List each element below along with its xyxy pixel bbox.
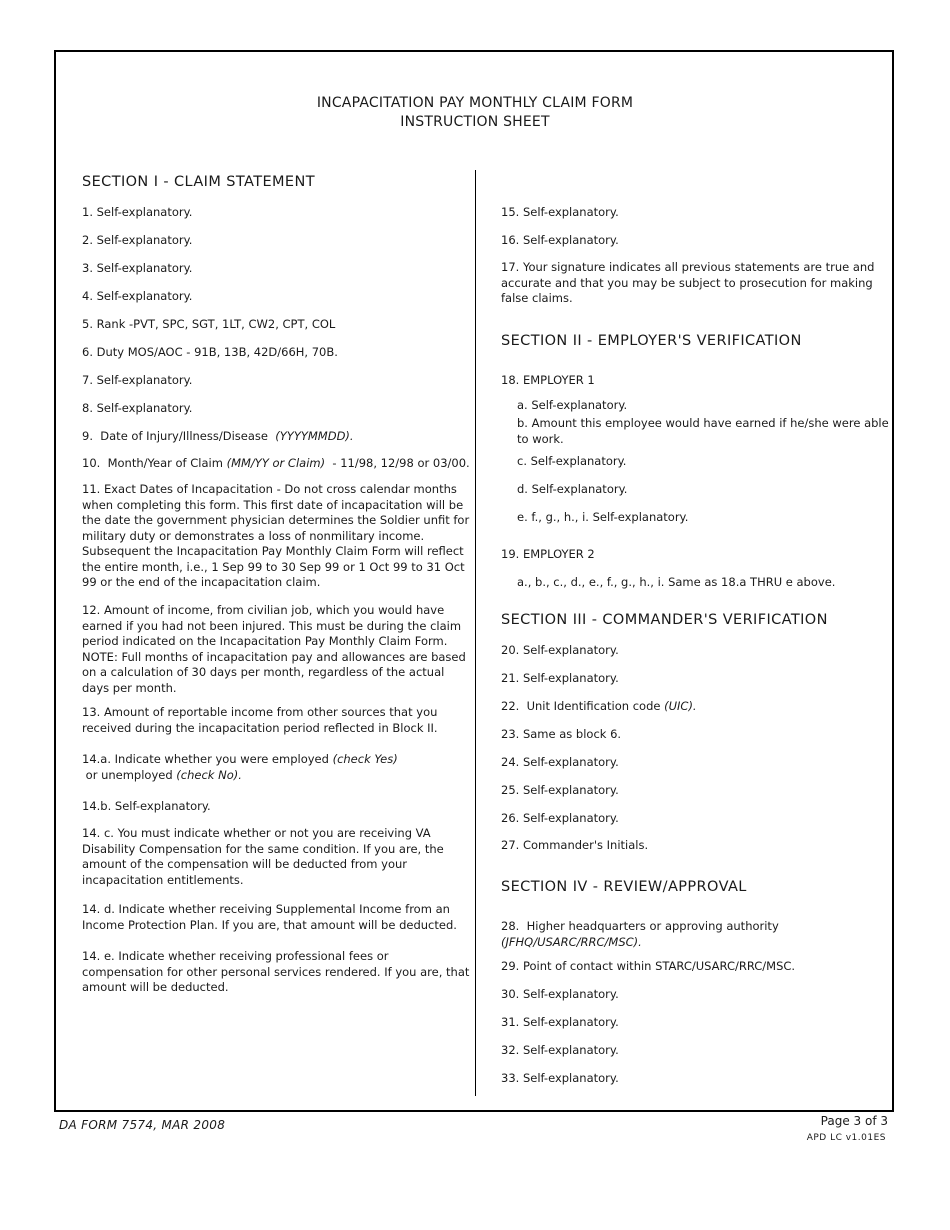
employer-1-d: d. Self-explanatory. bbox=[517, 482, 628, 496]
item-5: 5. Rank -PVT, SPC, SGT, 1LT, CW2, CPT, COL bbox=[82, 317, 336, 331]
item-26: 26. Self-explanatory. bbox=[501, 811, 619, 825]
item-15: 15. Self-explanatory. bbox=[501, 205, 619, 219]
item-28 bbox=[501, 919, 891, 950]
item-10 bbox=[82, 456, 472, 472]
item-3: 3. Self-explanatory. bbox=[82, 261, 193, 275]
page-title bbox=[0, 94, 950, 132]
item-23: 23. Same as block 6. bbox=[501, 727, 622, 741]
item-8: 8. Self-explanatory. bbox=[82, 401, 193, 415]
item-16: 16. Self-explanatory. bbox=[501, 233, 619, 247]
column-divider bbox=[475, 170, 476, 1096]
item-31: 31. Self-explanatory. bbox=[501, 1015, 619, 1029]
item-22 bbox=[501, 699, 891, 715]
item-14a-mid: or unemployed bbox=[82, 767, 177, 782]
item-11: 11. Exact Dates of Incapacitation - Do not cross calendar months when completing this form. This first date of incapacitation will be the date the government physician determines the Soldier unfit for military duty or demonstrates a loss of nonmilitary income. Subsequent the Incapacitation Pay Monthly Claim Form will reflect the entire month, i.e., 1 Sep 99 to 30 Sep 99 or 1 Oct 99 to 31 Oct 99 or the end of the incapacitation claim. bbox=[82, 482, 470, 589]
item-4: 4. Self-explanatory. bbox=[82, 289, 193, 303]
item-14e: 14. e. Indicate whether receiving professional fees or compensation for other personal services rendered. If you are, that amount will be deducted. bbox=[82, 949, 470, 994]
item-6: 6. Duty MOS/AOC - 91B, 13B, 42D/66H, 70B. bbox=[82, 345, 338, 359]
employer-1-label: 18. EMPLOYER 1 bbox=[501, 373, 595, 387]
item-10-examples: - 11/98, 12/98 or 03/00. bbox=[325, 456, 470, 470]
item-28-text: 28. Higher headquarters or approving authority bbox=[501, 919, 779, 933]
page-number: Page 3 of 3 bbox=[820, 1114, 888, 1128]
title-line-1: INCAPACITATION PAY MONTHLY CLAIM FORM bbox=[316, 95, 634, 111]
employer-1-c: c. Self-explanatory. bbox=[517, 454, 627, 468]
item-14a-text: 14.a. Indicate whether you were employed bbox=[82, 752, 333, 766]
item-17: 17. Your signature indicates all previous statements are true and accurate and that you may be subject to prosecution for making false claims. bbox=[501, 260, 875, 305]
item-9 bbox=[82, 429, 472, 445]
item-9-text: 9. Date of Injury/Illness/Disease bbox=[82, 429, 276, 443]
form-version: APD LC v1.01ES bbox=[806, 1133, 886, 1143]
item-24: 24. Self-explanatory. bbox=[501, 755, 619, 769]
item-10-format: (MM/YY or Claim) bbox=[226, 456, 326, 470]
item-22-text: 22. Unit Identification code bbox=[501, 699, 665, 713]
employer-1-a: a. Self-explanatory. bbox=[517, 398, 628, 412]
item-12: 12. Amount of income, from civilian job, which you would have earned if you had not been injured. This must be during the claim period indicated on the Incapacitation Pay Monthly Claim Form. NOTE: Full months of incapacitation pay and allowances are based on a calculation of 30 days per month, regardless of the actual days per month. bbox=[82, 603, 466, 695]
item-14a-yes: (check Yes) bbox=[332, 752, 398, 766]
item-32: 32. Self-explanatory. bbox=[501, 1043, 619, 1057]
item-14d: 14. d. Indicate whether receiving Supplemental Income from an Income Protection Plan. If you are, that amount will be deducted. bbox=[82, 902, 457, 932]
item-9-format: (YYYYMMDD). bbox=[275, 429, 354, 443]
item-1: 1. Self-explanatory. bbox=[82, 205, 193, 219]
item-22-uic: (UIC). bbox=[664, 699, 697, 713]
item-2: 2. Self-explanatory. bbox=[82, 233, 193, 247]
section-3-heading: SECTION III - COMMANDER'S VERIFICATION bbox=[501, 612, 828, 628]
item-10-text: 10. Month/Year of Claim bbox=[82, 456, 227, 470]
item-13: 13. Amount of reportable income from other sources that you received during the incapacitation period reflected in Block II. bbox=[82, 705, 438, 735]
item-14a-no: (check No). bbox=[176, 767, 242, 782]
section-2-heading: SECTION II - EMPLOYER'S VERIFICATION bbox=[501, 333, 802, 349]
item-21: 21. Self-explanatory. bbox=[501, 671, 619, 685]
section-1-heading: SECTION I - CLAIM STATEMENT bbox=[82, 174, 315, 190]
item-14a bbox=[82, 752, 472, 783]
item-27: 27. Commander's Initials. bbox=[501, 838, 649, 852]
item-7: 7. Self-explanatory. bbox=[82, 373, 193, 387]
item-20: 20. Self-explanatory. bbox=[501, 643, 619, 657]
item-29: 29. Point of contact within STARC/USARC/RRC/MSC. bbox=[501, 959, 796, 973]
item-25: 25. Self-explanatory. bbox=[501, 783, 619, 797]
item-30: 30. Self-explanatory. bbox=[501, 987, 619, 1001]
item-33: 33. Self-explanatory. bbox=[501, 1071, 619, 1085]
title-line-2: INSTRUCTION SHEET bbox=[400, 114, 550, 130]
item-28-authorities: (JFHQ/USARC/RRC/MSC). bbox=[501, 934, 642, 949]
item-14b: 14.b. Self-explanatory. bbox=[82, 799, 211, 813]
form-identifier: DA FORM 7574, MAR 2008 bbox=[59, 1118, 226, 1132]
item-14c: 14. c. You must indicate whether or not you are receiving VA Disability Compensation for the same condition. If you are, the amount of the compensation will be deducted from your incapacitation entitlements. bbox=[82, 826, 444, 887]
employer-1-b: b. Amount this employee would have earned if he/she were able to work. bbox=[517, 416, 889, 446]
section-4-heading: SECTION IV - REVIEW/APPROVAL bbox=[501, 879, 747, 895]
employer-2-items: a., b., c., d., e., f., g., h., i. Same as 18.a THRU e above. bbox=[517, 575, 836, 589]
employer-2-label: 19. EMPLOYER 2 bbox=[501, 547, 595, 561]
employer-1-e-to-i: e. f., g., h., i. Self-explanatory. bbox=[517, 510, 689, 524]
